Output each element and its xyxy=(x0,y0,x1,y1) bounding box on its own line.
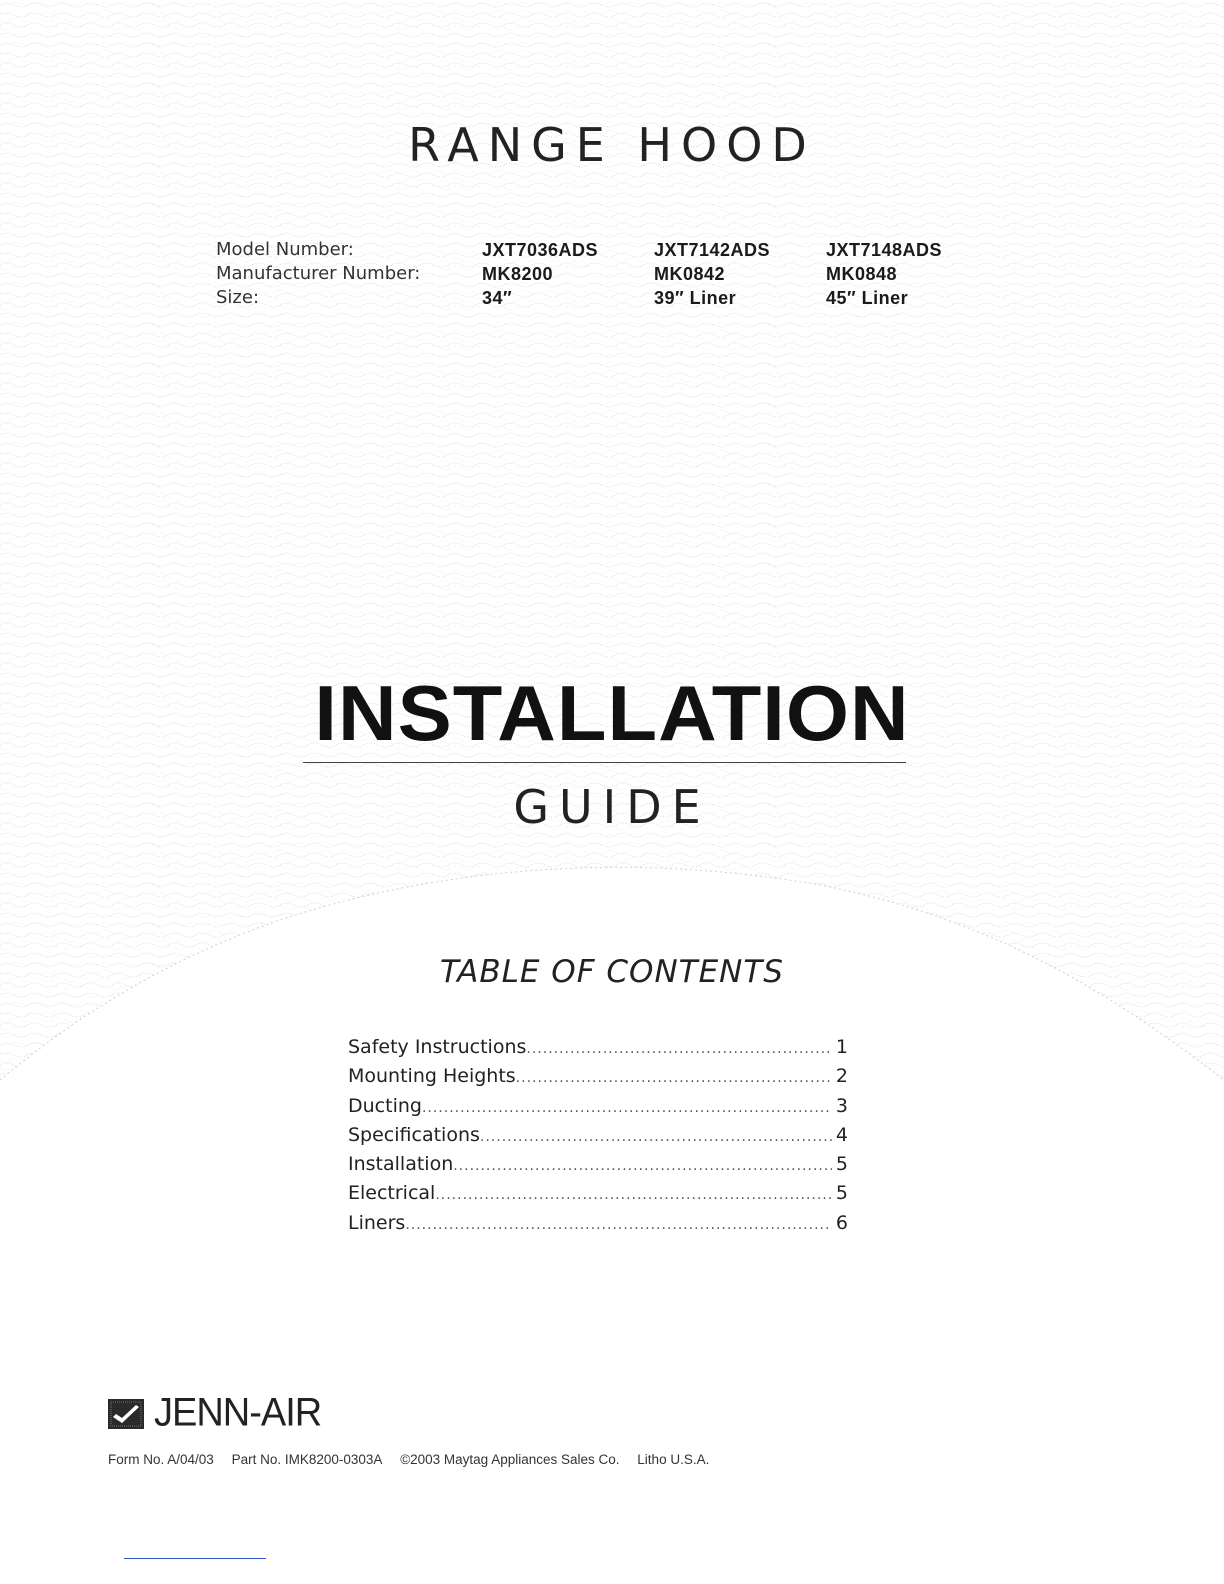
toc-leader-dots xyxy=(405,1212,832,1239)
jenn-air-logo-icon xyxy=(108,1399,144,1429)
toc-entry[interactable] xyxy=(348,1093,848,1122)
toc-leader-dots xyxy=(453,1153,832,1180)
toc-entry-title: Specifications xyxy=(348,1123,480,1146)
toc-entry-title: Mounting Heights xyxy=(348,1065,516,1088)
page-header-title: RANGE HOOD xyxy=(408,118,816,172)
copyright: ©2003 Maytag Appliances Sales Co. xyxy=(400,1452,620,1467)
toc-entry-page: 3 xyxy=(835,1094,848,1117)
toc-leader-dots xyxy=(516,1065,832,1092)
brand-lockup xyxy=(108,1392,321,1435)
spec-value: JXT7148ADS xyxy=(826,240,943,260)
subtitle: GUIDE xyxy=(513,780,711,834)
spec-value: MK0842 xyxy=(654,264,726,284)
part-number: Part No. IMK8200-0303A xyxy=(231,1452,383,1467)
spec-value: 34″ xyxy=(482,288,513,308)
spec-label: Manufacturer Number: xyxy=(216,263,421,284)
spec-value: 45″ Liner xyxy=(826,288,909,308)
toc-leader-dots xyxy=(480,1124,832,1151)
toc-entry-title: Ducting xyxy=(348,1094,422,1117)
toc-entry-title: Installation xyxy=(348,1153,454,1176)
spec-row-manufacturer-number xyxy=(216,262,986,286)
toc-entry-title: Liners xyxy=(348,1211,406,1234)
spec-value: MK8200 xyxy=(482,264,554,284)
spec-value: JXT7142ADS xyxy=(654,240,771,260)
spec-value: JXT7036ADS xyxy=(482,240,599,260)
toc-entry-title: Safety Instructions xyxy=(348,1036,527,1058)
main-title: INSTALLATION xyxy=(314,669,910,757)
toc-leader-dots xyxy=(422,1095,832,1122)
spec-label: Size: xyxy=(216,287,260,308)
model-spec-table xyxy=(216,238,986,310)
spec-value: 39″ Liner xyxy=(654,288,737,308)
spec-row-model-number xyxy=(216,238,986,262)
spec-row-size xyxy=(216,286,986,310)
toc-entry-page: 4 xyxy=(835,1123,848,1146)
toc-entry[interactable] xyxy=(348,1151,848,1180)
litho: Litho U.S.A. xyxy=(637,1452,710,1467)
toc-entry[interactable] xyxy=(348,1063,848,1092)
toc-entry-page: 5 xyxy=(835,1153,848,1176)
form-number: Form No. A/04/03 xyxy=(108,1452,214,1467)
toc-entry-title: Electrical xyxy=(348,1182,436,1205)
toc-leader-dots xyxy=(435,1182,832,1209)
spec-label: Model Number: xyxy=(216,239,354,260)
brand-name: JENN-AIR xyxy=(154,1390,322,1436)
toc-entry[interactable] xyxy=(348,1210,848,1239)
title-divider xyxy=(303,762,906,763)
toc-entry[interactable] xyxy=(348,1122,848,1151)
toc-entry[interactable] xyxy=(348,1034,848,1063)
toc-leader-dots xyxy=(526,1036,832,1063)
toc-entry-page: 1 xyxy=(835,1036,848,1058)
toc-entry[interactable] xyxy=(348,1180,848,1209)
toc-entry-page: 5 xyxy=(835,1182,848,1205)
table-of-contents xyxy=(348,1034,848,1239)
spec-value: MK0848 xyxy=(826,264,898,284)
toc-entry-page: 2 xyxy=(835,1065,848,1088)
toc-heading: TABLE OF CONTENTS xyxy=(440,954,784,990)
toc-entry-page: 6 xyxy=(835,1211,848,1234)
bottom-rule xyxy=(124,1558,266,1559)
footer-info xyxy=(108,1452,723,1467)
